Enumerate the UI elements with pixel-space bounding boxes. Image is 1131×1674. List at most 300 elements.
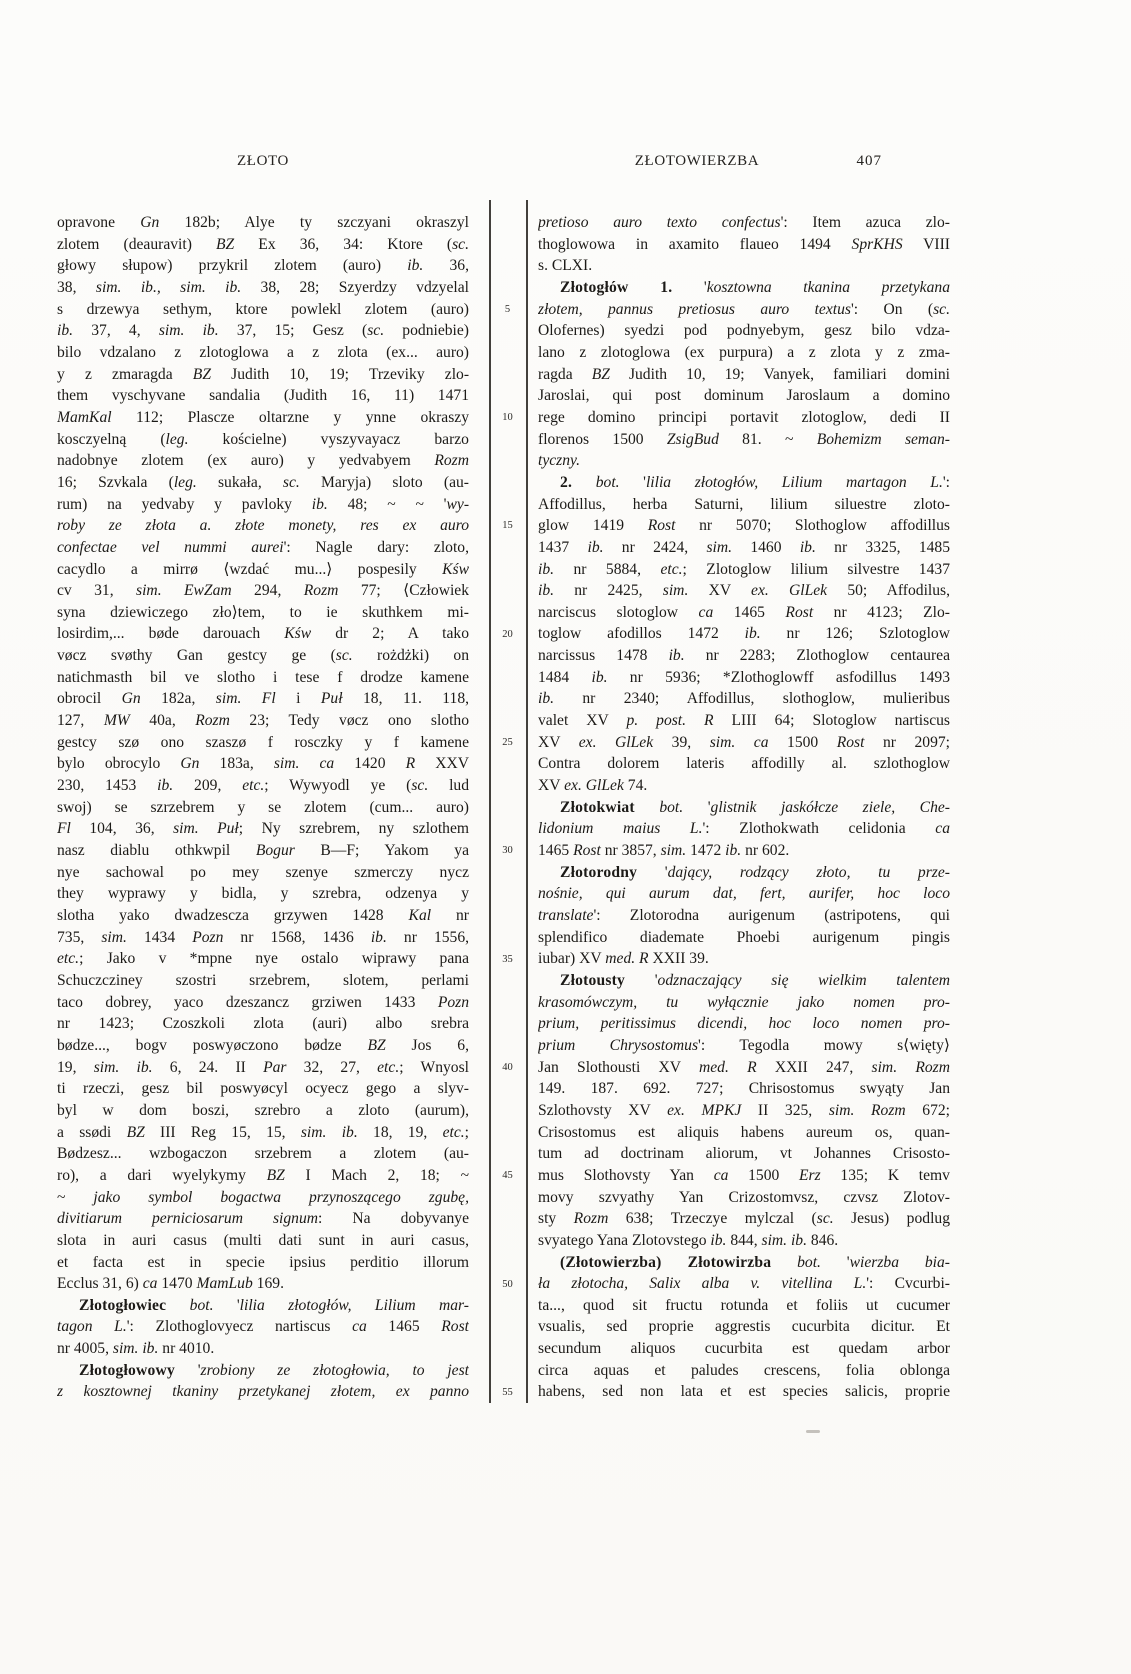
text-segment: cacydlo a mirrø ⟨wzdać mu...⟩ pospesily [57, 560, 443, 578]
text-line [538, 753, 950, 775]
text-segment: 844, [726, 1231, 762, 1249]
text-segment: 6, 24. II [152, 1058, 264, 1076]
text-segment: ex. GlLek [564, 777, 624, 795]
text-segment: Jesus) podlug [833, 1210, 950, 1228]
text-segment: Kśw [442, 560, 469, 578]
text-segment: 149. 187. 692. 727; Chrisostomus swyąty Jan [538, 1080, 950, 1098]
text-segment: etc. [660, 560, 683, 578]
text-segment: 1500 [728, 1166, 800, 1184]
text-line [57, 927, 469, 949]
text-line [538, 1360, 950, 1382]
text-line [57, 775, 469, 797]
text-segment: głowy słupow) przykril zlotem (auro) [57, 257, 408, 275]
text-segment: nr 5936; *Zlothoglowff asfodillus 1493 [607, 668, 950, 686]
text-segment: I Mach 2, 18; ~ [284, 1166, 469, 1184]
text-segment: Bogur [255, 842, 295, 860]
text-segment: kosztowna tkanina przetykana [706, 278, 950, 296]
text-line [538, 429, 950, 451]
text-segment: sc. [367, 322, 385, 340]
text-segment: y z zmaragda [57, 365, 193, 383]
text-segment: nadobnye zlotem (ex auro) y yedvabyem [57, 452, 435, 470]
text-segment: 38, 28; Szyerdzy vdzyelal [241, 278, 469, 296]
text-segment: Judith 10, 19; Trzeviky zlo- [211, 365, 469, 383]
text-segment: etc. [242, 777, 265, 795]
text-line [538, 320, 950, 342]
text-line [538, 234, 950, 256]
text-segment: ro), a dari wyelykymy [57, 1166, 267, 1184]
text-line [538, 992, 950, 1014]
text-segment: 39, [653, 733, 710, 751]
gutter-rule-right [526, 200, 528, 1403]
text-segment: Gn [180, 755, 200, 773]
text-segment: 16; Szvkala ( [57, 473, 174, 491]
text-segment: nr 4010. [158, 1340, 215, 1358]
text-segment: krasomówczym, tu wyłącznie jako nomen pro- [538, 993, 950, 1011]
text-segment: Bohemizm seman- [816, 430, 950, 448]
text-segment: Judith 10, 19; Vanyek, familiari domini [609, 365, 950, 383]
text-line [57, 1122, 469, 1144]
text-segment: Rost [647, 517, 676, 535]
text-segment: XV [538, 777, 565, 795]
text-segment: 38, [57, 278, 96, 296]
text-segment: sim. ib. [761, 1231, 808, 1249]
text-segment: złotem, pannus pretiosus auro textus [538, 300, 851, 318]
gutter-line-number: 5 [504, 303, 511, 315]
text-segment: toglow afodillos 1472 [538, 625, 745, 643]
text-segment: podniebie) [384, 322, 469, 340]
text-line [538, 602, 950, 624]
right-column [538, 212, 950, 1403]
text-line [57, 364, 469, 386]
text-segment: ti rzeczi, gesz bil poswyøcyl ocyecz gego a slyv- [57, 1080, 469, 1098]
gutter-line-number: 15 [502, 520, 513, 532]
gutter-line-number: 30 [502, 845, 513, 857]
text-segment: lud [428, 777, 469, 795]
text-segment: prium Chrysostomus [538, 1036, 699, 1054]
text-segment: dający, rodzący złoto, tu prze- [667, 863, 950, 881]
text-segment: ' [619, 473, 646, 491]
text-line [538, 818, 950, 840]
text-segment: ib. [591, 668, 608, 686]
text-segment: 638; Trzeczye mylczal ( [608, 1210, 817, 1228]
text-segment: III Reg 15, 15, [144, 1123, 301, 1141]
text-segment: 182b; Alye ty szczyani okraszyl [159, 214, 469, 231]
text-line [538, 645, 950, 667]
gutter-line-number: 20 [502, 628, 513, 640]
text-segment: nr 1423; Czoszkoli zlota (auri) albo srebra [57, 1015, 469, 1033]
text-segment: ~ [57, 1188, 94, 1206]
text-segment: etc. [377, 1058, 400, 1076]
text-segment: sim. ca [709, 733, 769, 751]
text-segment: et facta est in specie ipsius perditio illorum [57, 1253, 469, 1271]
text-segment: sim. Fl [215, 690, 276, 708]
text-segment: leg. [173, 473, 197, 491]
text-segment: 48; ~ ~ ' [327, 495, 447, 513]
text-line [538, 970, 950, 992]
text-line [538, 515, 950, 537]
text-segment: 37, 15; Gesz ( [218, 322, 368, 340]
text-segment: 77; ⟨Człowiek [338, 582, 469, 600]
running-head-right: ZŁOTOWIERZBA [634, 153, 760, 169]
text-segment: zlotem (deauravit) [57, 235, 217, 253]
text-segment: Złotogłów 1. [560, 278, 673, 296]
text-line [538, 797, 950, 819]
text-line [57, 472, 469, 494]
text-segment: med. R [605, 950, 649, 968]
text-segment: bot. [797, 1253, 821, 1271]
text-segment: 18, 11. 118, [342, 690, 469, 708]
text-segment: 1484 [538, 668, 592, 686]
text-segment: BZ [126, 1123, 145, 1141]
text-segment: ': Tegodla mowy s⟨więty⟩ [698, 1036, 950, 1054]
text-segment: nr 1556, [386, 928, 469, 946]
text-segment: mus Slothovsty Yan [538, 1166, 714, 1184]
text-segment: nośnie, qui aurum dat, fert, aurifer, hoc loco [538, 885, 950, 903]
text-segment: nr 3857, [600, 842, 661, 860]
text-segment: nye sachowal po mey szenye szmerczy nycz [57, 863, 469, 881]
text-segment [771, 1254, 797, 1271]
text-segment: lilia złotogłów, Lilium martagon L. [645, 473, 943, 491]
text-segment: Bødzesz... wzbogaczon srzebrem a zlotem (au- [57, 1145, 469, 1163]
text-segment: ; Zlotoglow lilium silvestre 1437 [682, 560, 950, 578]
text-segment: 230, 1453 [57, 777, 158, 795]
text-segment: ca [713, 1166, 729, 1184]
text-segment: Rost [785, 603, 814, 621]
text-line [538, 1273, 950, 1295]
text-segment: wy- [446, 495, 469, 513]
text-segment: ib. [311, 495, 328, 513]
text-segment: rum) na yedvaby y pavloky [57, 495, 312, 513]
text-segment: ib. [538, 560, 555, 578]
text-segment: Par [263, 1058, 287, 1076]
text-segment: Złotorodny [560, 863, 638, 881]
scan-artifact [806, 1430, 820, 1433]
text-segment: sim. [101, 928, 127, 946]
text-line [57, 494, 469, 516]
text-segment: Pozn [192, 928, 224, 946]
text-segment: dr 2; A tako [311, 625, 469, 643]
text-segment: vsualis, sed proprie aggrestis cucurbita dicitur. Et [538, 1318, 950, 1336]
text-segment: ': Item azuca zlo- [780, 214, 950, 231]
text-line [538, 948, 950, 970]
text-segment: ' [672, 278, 707, 296]
text-segment: 1437 [538, 538, 588, 556]
text-segment: ZsigBud [666, 430, 719, 448]
text-segment: ex. GlLek [578, 733, 654, 751]
text-segment: ła złotocha, Salix alba v. vitellina L. [538, 1275, 867, 1293]
text-segment: 37, 4, [73, 322, 159, 340]
text-line [57, 1381, 469, 1403]
text-segment: ib. [668, 647, 685, 665]
text-segment: valet XV [538, 712, 627, 730]
text-segment: ; Ny szrebrem, ny szlothem [238, 820, 469, 838]
text-line [538, 1057, 950, 1079]
text-line [538, 494, 950, 516]
text-line [57, 602, 469, 624]
text-line [57, 1273, 469, 1295]
text-segment: lidonium maius L. [538, 820, 703, 838]
text-line [57, 797, 469, 819]
text-segment: nr 5070; Slothoglow affodillus [675, 517, 950, 535]
text-segment: 1500 [768, 733, 837, 751]
text-line [57, 623, 469, 645]
text-segment: bot. [659, 798, 684, 816]
text-segment: sty [538, 1210, 574, 1228]
text-segment: etc. [57, 950, 80, 968]
text-segment: Złotogłowowy [79, 1361, 175, 1379]
text-segment: nr 2425, [554, 582, 663, 600]
text-segment: i [275, 690, 321, 708]
text-line [57, 255, 469, 277]
text-segment: z kosztownej tkaniny przetykanej złotem, ex panno [57, 1383, 469, 1401]
text-segment: nr 126; Szlotoglow [760, 625, 950, 643]
text-segment: MamKal [57, 408, 112, 426]
text-segment: pretioso auro texto confectus [538, 214, 781, 231]
text-segment: MamLub [196, 1275, 253, 1293]
text-segment: 2. [560, 473, 573, 491]
text-line [57, 515, 469, 537]
gutter-rule-left [489, 200, 491, 1403]
text-segment: ragda [538, 365, 592, 383]
text-segment: tagon L. [57, 1318, 127, 1336]
text-segment: Ecclus 31, 6) [57, 1275, 143, 1293]
text-segment: 135; K temv [820, 1166, 950, 1184]
text-line [57, 710, 469, 732]
text-segment: secundum aliquos cucurbita est quedam arbor [538, 1340, 950, 1358]
text-line [57, 1057, 469, 1079]
text-segment: Rozm [573, 1210, 609, 1228]
text-segment: ib. [799, 538, 816, 556]
left-column [57, 212, 469, 1403]
text-segment: 74. [623, 777, 648, 795]
text-segment: 735, [57, 928, 102, 946]
text-segment: 1465 [366, 1318, 442, 1336]
text-segment: sukała, [196, 473, 283, 491]
text-segment: ' [625, 971, 658, 989]
text-line [57, 970, 469, 992]
text-line [57, 1295, 469, 1317]
text-line [57, 992, 469, 1014]
text-segment: sc. [335, 647, 353, 665]
text-segment: glistnik jaskółcze ziele, Che- [710, 798, 950, 816]
text-segment: sim. ib. [93, 1058, 153, 1076]
text-segment: XV [688, 582, 752, 600]
text-segment [166, 1297, 189, 1314]
text-segment: a ssødi [57, 1123, 127, 1141]
text-segment: confectae vel nummi aurei [57, 538, 284, 556]
text-line [57, 1165, 469, 1187]
text-segment: Ex 36, 34: Ktore ( [234, 235, 453, 253]
text-segment: slotha yako dwadzescza grzywen 1428 [57, 907, 409, 924]
text-segment: sim. Rozm [828, 1101, 906, 1119]
text-segment: ex. MPKJ [667, 1101, 742, 1119]
text-segment: s drzewya sethym, ktore powlekl zlotem (auro) [57, 300, 469, 318]
text-segment: ': On ( [850, 300, 934, 318]
text-segment: ' [637, 863, 668, 881]
text-segment: slota in auri casus (multi dati sunt in auri casus, [57, 1231, 469, 1249]
gutter-line-number: 25 [502, 737, 513, 749]
text-segment: lano z zlotoglowa (ex purpura) a z zlota y z zma- [538, 343, 950, 361]
text-line [57, 1230, 469, 1252]
text-segment: vøcz svøthy Gan gestcy ge ( [57, 647, 336, 665]
text-segment: sim. EwZam [136, 582, 232, 600]
text-line [57, 407, 469, 429]
text-segment: swoj) se szrzebrem y se zlotem (cum... auro) [57, 798, 469, 816]
text-line [538, 1122, 950, 1144]
text-line [57, 450, 469, 472]
text-segment: Rozm [434, 452, 469, 470]
text-segment: XV [538, 733, 579, 751]
text-segment: splendifico diademate Phoebi aurigenum pingis [538, 928, 950, 946]
text-line [57, 1078, 469, 1100]
text-segment: habens, sed non lata et est species salicis, proprie [538, 1383, 950, 1401]
text-segment: ib. [57, 322, 74, 340]
text-segment: nr 602. [741, 842, 790, 860]
gutter-line-number: 50 [502, 1278, 513, 1290]
text-segment: 1472 [686, 842, 726, 860]
text-segment: 19, [57, 1058, 94, 1076]
text-segment: ib. [587, 538, 604, 556]
text-segment: Affodillus, herba Saturni, lilium siluestre zloto- [538, 495, 950, 513]
text-segment: XXV [415, 755, 469, 773]
text-segment: iubar) XV [538, 950, 606, 968]
text-segment: etc. [442, 1123, 465, 1141]
text-segment: Puł [320, 690, 343, 708]
text-line [538, 667, 950, 689]
text-segment: sim. ca [273, 755, 335, 773]
text-line [538, 299, 950, 321]
text-segment: Jos 6, [385, 1036, 469, 1054]
text-segment: sim. [662, 582, 689, 600]
text-line [538, 1295, 950, 1317]
text-segment: 127, [57, 712, 104, 730]
text-segment: ca [935, 820, 950, 838]
text-segment: nr 2424, [603, 538, 707, 556]
text-line [57, 1100, 469, 1122]
text-segment: thoglowowa in axamito flaueo 1494 [538, 235, 852, 253]
text-segment: sc. [452, 235, 469, 253]
text-segment: Jaroslai, qui post dominum Jaroslaum a domino [538, 387, 950, 405]
text-segment: ib. [538, 690, 555, 708]
text-segment: nr 2283; Zlothoglow centaurea [684, 647, 950, 665]
text-line [538, 1252, 950, 1274]
text-segment: sc. [282, 473, 300, 491]
text-segment: circa aquas et paludes crescens, folia oblonga [538, 1361, 950, 1379]
text-segment: sim. Puł [173, 820, 239, 838]
text-line [57, 429, 469, 451]
text-segment: sim. ib. [158, 322, 219, 340]
text-segment: ib. [710, 1231, 727, 1249]
text-segment: ' [174, 1361, 201, 1379]
text-segment: Erz [799, 1166, 821, 1184]
text-line [57, 732, 469, 754]
text-segment: 18, 19, [357, 1123, 443, 1141]
text-line [538, 862, 950, 884]
text-segment: nasz diablu othkwpil [57, 842, 256, 860]
text-line [57, 277, 469, 299]
text-segment: Pozn [437, 993, 469, 1011]
text-segment: ib. [407, 257, 424, 275]
text-segment: syna dziewiczego zło⟩tem, to ie skuthkem mi- [57, 603, 469, 621]
text-segment: 36, [423, 257, 469, 275]
text-segment: Maryja) sloto (au- [299, 473, 469, 491]
text-segment [572, 474, 596, 491]
text-segment: ' [213, 1296, 240, 1314]
text-line [57, 1338, 469, 1360]
text-segment: ': [942, 473, 950, 491]
text-segment: Rozm [195, 712, 230, 730]
text-line [57, 1035, 469, 1057]
text-segment: sim. ib. [112, 1340, 159, 1358]
text-segment: sc. [933, 300, 950, 318]
text-line [538, 775, 950, 797]
text-segment: Olofernes) syedzi pod podnyebym, gesz bilo vdza- [538, 322, 950, 340]
text-segment: rożdżki) on [352, 647, 469, 665]
text-line [57, 948, 469, 970]
text-segment: ': Cvcurbi- [866, 1275, 950, 1293]
text-segment: 209, [173, 777, 243, 795]
text-segment: ca [698, 603, 714, 621]
text-line [538, 277, 950, 299]
text-line [538, 1078, 950, 1100]
text-segment: leg. [165, 430, 189, 448]
text-line [538, 1165, 950, 1187]
text-segment: BZ [591, 365, 610, 383]
text-segment: 50; Affodilus, [827, 582, 950, 600]
text-line [57, 905, 469, 927]
text-segment: nr 3325, 1485 [815, 538, 950, 556]
text-segment: Rost [573, 842, 601, 860]
text-segment: Kśw [284, 625, 312, 643]
text-segment: ib. [538, 582, 555, 600]
text-segment: Rost [441, 1318, 469, 1336]
text-line [538, 342, 950, 364]
text-segment: p. post. R [626, 712, 714, 730]
text-segment: ; Wnyosl [399, 1058, 469, 1076]
text-line [538, 255, 950, 277]
text-segment: II 325, [741, 1101, 829, 1119]
text-segment: ; [464, 1123, 469, 1141]
text-segment: tyczny. [538, 452, 580, 470]
text-segment: jako symbol bogactwa przynoszącego zgubę, [93, 1188, 469, 1206]
text-line [57, 537, 469, 559]
text-segment: rege domino principi portavit zlotoglow, dedi II [538, 408, 950, 426]
text-segment: ; Jako v *mpne nye ostalo wiprawy pana [79, 950, 469, 968]
text-segment: bilo vdzalano z zlotoglowa a z zlota (ex... auro) [57, 343, 469, 361]
text-line [538, 883, 950, 905]
text-segment: nr [431, 907, 469, 924]
text-line [538, 840, 950, 862]
text-segment: ': Zlothoglovyecz nartiscus [126, 1318, 353, 1336]
text-segment: narciscus slotoglow [538, 603, 699, 621]
text-segment: BZ [216, 235, 235, 253]
text-segment: narcissus 1478 [538, 647, 669, 665]
text-segment: 81. ~ [718, 430, 817, 448]
text-segment: wierzba bia- [849, 1253, 950, 1271]
text-segment: VIII [902, 235, 950, 253]
text-segment: bødze..., bogv poswyøczono bødze [57, 1036, 368, 1054]
text-segment: ib. [157, 777, 174, 795]
text-segment: ib. [744, 625, 761, 643]
text-line [57, 342, 469, 364]
text-segment: (Złotowierzba) Złotowirzba [560, 1253, 772, 1271]
text-line [57, 559, 469, 581]
text-line [538, 559, 950, 581]
text-segment: 182a, [140, 690, 216, 708]
text-line [538, 407, 950, 429]
text-line [57, 580, 469, 602]
text-segment: movy szvyathy Yan Crizostomvsz, czvsz Zlotov- [538, 1188, 950, 1206]
